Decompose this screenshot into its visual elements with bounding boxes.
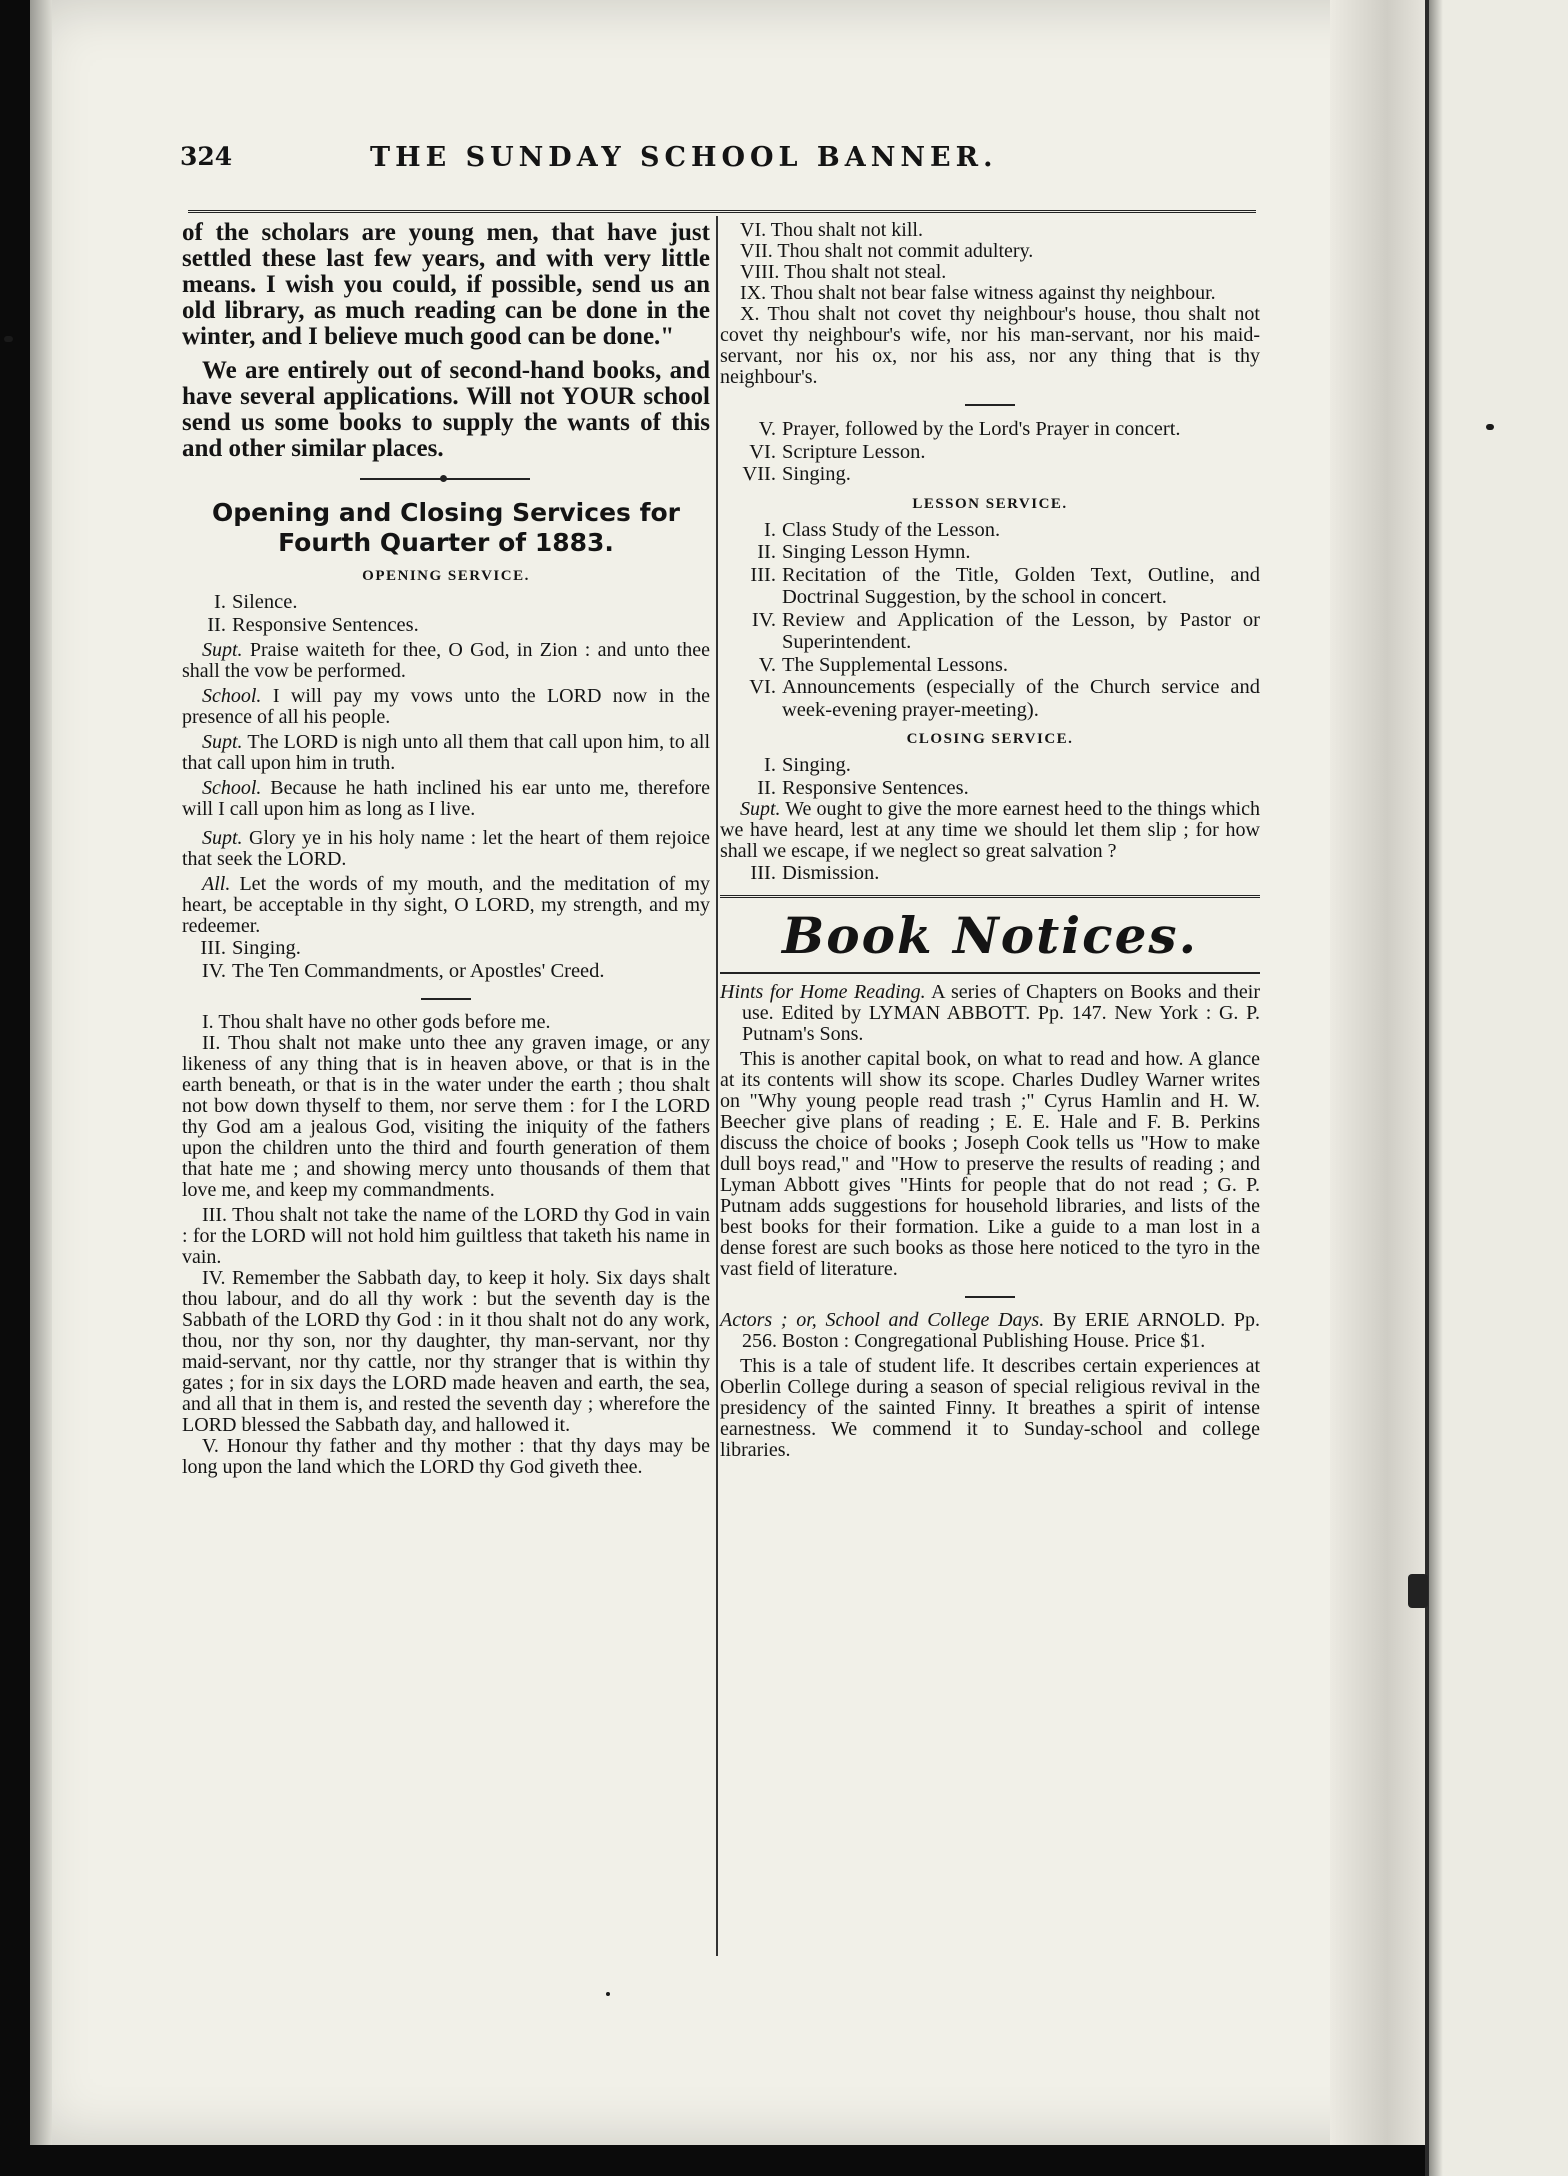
right-column — [720, 220, 1260, 1461]
item-number: I. — [764, 754, 776, 776]
item-text: Prayer, followed by the Lord's Prayer in concert. — [782, 418, 1181, 440]
journal-title: THE SUNDAY SCHOOL BANNER. — [370, 142, 998, 173]
list-item — [720, 463, 1260, 486]
response-speaker: Supt. — [202, 731, 243, 753]
services-section-title: Opening and Closing Services for Fourth Quarter of 1883. — [212, 498, 680, 557]
book-notices-bottom-rule — [720, 972, 1260, 974]
ink-speck — [1486, 424, 1494, 430]
book-review: This is a tale of student life. It describes certain experiences at Oberlin College during a season of special religious revival in the presidency of the sainted Finny. It breathes a spirit of intense earnestness. We commend it to Sunday-school and college libraries. — [720, 1354, 1260, 1461]
list-item — [720, 564, 1260, 609]
section-rule — [421, 998, 471, 1000]
item-text: Responsive Sentences. — [232, 613, 419, 636]
response-paragraph — [182, 778, 710, 820]
list-item — [720, 654, 1260, 677]
commandment-number: X. — [740, 303, 760, 325]
item-text: Silence. — [232, 591, 298, 613]
list-item — [720, 441, 1260, 464]
item-text: Review and Application of the Lesson, by Pastor or Superintendent. — [782, 608, 1260, 653]
section-ornament — [182, 476, 710, 482]
binding-shadow — [30, 0, 52, 2145]
list-item — [720, 676, 1260, 721]
commandment — [182, 1012, 710, 1033]
item-text: Scripture Lesson. — [782, 440, 926, 463]
list-item — [720, 519, 1260, 542]
section-rule — [965, 1296, 1015, 1298]
item-number: II. — [757, 541, 776, 563]
commandment-number: VII. — [740, 240, 773, 262]
item-number: VII. — [742, 463, 776, 485]
list-item — [182, 960, 710, 983]
commandment-text: Thou shalt not make unto thee any graven image, or any likeness of any thing that is in heaven above, or that is in the earth beneath, or that is in the water under the earth ; thou shalt not bow down thyself to them, nor serve them : for I the LORD thy God am a jealous God, visiting the iniquity of the fathers upon the children unto the third and fourth generation of them that hate me ; and showing mercy unto thousands of them that love me, and keep my commandments. — [182, 1032, 711, 1201]
intro-paragraph: of the scholars are young men, that have just settled these last few years, and with very little means. I wish you could, if possible, send us an old library, as much reading can be done in the winter, and I believe much good can be done." — [182, 219, 710, 350]
appeal-paragraph: We are entirely out of second-hand books, and have several applications. Will not YOUR school send us some books to supply the wants of this and other similar places. — [182, 357, 710, 462]
commandment-number: VI. — [740, 219, 767, 241]
response-text: Let the words of my mouth, and the meditation of my heart, be acceptable in thy sight, O LORD, my strength, and my redeemer. — [182, 873, 710, 937]
list-item — [720, 541, 1260, 564]
list-item — [720, 754, 1260, 777]
section-rule — [965, 404, 1015, 406]
commandment — [720, 283, 1260, 304]
page-edge-shadow — [1330, 0, 1425, 2145]
item-number: V. — [758, 653, 776, 676]
closing-service-heading: CLOSING SERVICE. — [906, 731, 1074, 747]
column-divider — [716, 216, 718, 1956]
book-title: Actors ; or, School and College Days. — [720, 1308, 1045, 1331]
response-speaker: School. — [202, 685, 262, 707]
item-text: Singing. — [232, 937, 301, 959]
item-text: Singing. — [782, 754, 851, 776]
commandment-text: Thou shalt not kill. — [770, 219, 923, 241]
commandment-text: Honour thy father and thy mother : that thy days may be long upon the land which the LORD thy God giveth thee. — [182, 1435, 711, 1478]
commandment — [720, 304, 1260, 388]
book-notices-heading: Book Notices. — [782, 905, 1198, 965]
item-text: The Ten Commandments, or Apostles' Creed. — [232, 959, 605, 982]
commandment-number: I. — [202, 1011, 214, 1033]
item-number: II. — [757, 776, 776, 799]
commandment-number: IX. — [740, 282, 767, 304]
ink-speck — [4, 336, 13, 342]
response-text: We ought to give the more earnest heed to the things which we have heard, lest at any time we should let them slip ; for how shall we escape, if we neglect so great salvation ? — [720, 798, 1261, 862]
item-text: Recitation of the Title, Golden Text, Outline, and Doctrinal Suggestion, by the school in concert. — [782, 563, 1260, 608]
commandment-text: Thou shalt not bear false witness against thy neighbour. — [770, 282, 1216, 304]
adjacent-page-fold — [1429, 0, 1443, 2176]
header-rule — [188, 210, 1256, 213]
response-paragraph — [182, 686, 710, 728]
commandment-text: Thou shalt not take the name of the LORD thy God in vain : for the LORD will not hold him guiltless that taketh his name in vain. — [182, 1204, 710, 1268]
response-speaker: All. — [202, 873, 231, 895]
left-column — [182, 220, 710, 1478]
opening-service-heading: OPENING SERVICE. — [362, 568, 530, 584]
book-review: This is another capital book, on what to read and how. A glance at its contents will show its scope. Charles Dudley Warner writes on "Why young people read trash ;" Cyrus Hamlin and H. W. Beecher give plans of reading ; E. E. Hale and F. B. Perkins discuss the choice of books ; Joseph Cook tells us "How to make dull boys read," and "How to preserve the results of reading ; and Lyman Abbott gives "Hints for people that do not read ; G. P. Putnam adds suggestions for household libraries, and lists of the best books for their formation. Like a guide to a man lost in a dense forest are such books as those here noticed to the tyro in the vast field of literature. — [720, 1047, 1260, 1280]
item-number: IV. — [201, 959, 226, 982]
book-title: Hints for Home Reading. — [720, 980, 926, 1003]
commandment — [182, 1205, 710, 1268]
book-notice-citation — [720, 982, 1260, 1045]
list-item — [720, 777, 1260, 800]
response-speaker: School. — [202, 777, 262, 799]
commandment-text: Thou shalt not steal. — [784, 261, 947, 283]
list-item — [720, 862, 1260, 885]
ink-speck — [606, 1992, 610, 1996]
response-paragraph — [720, 799, 1260, 862]
ornament-dot — [440, 475, 447, 482]
book-details: A series of Chapters on Books and their use. Edited by LYMAN ABBOTT. Pp. 147. New York : G. P. Putnam's Sons. — [742, 980, 1260, 1045]
commandment-number: II. — [202, 1032, 221, 1054]
commandment — [182, 1268, 710, 1436]
item-text: Class Study of the Lesson. — [782, 518, 1001, 541]
commandment — [182, 1436, 710, 1478]
page-number: 324 — [180, 142, 233, 171]
response-paragraph — [182, 874, 710, 937]
list-item — [182, 614, 710, 637]
response-speaker: Supt. — [740, 798, 781, 820]
clip-mark — [1408, 1574, 1428, 1608]
commandment-text: Thou shalt not commit adultery. — [777, 240, 1034, 262]
item-text: Singing. — [782, 463, 851, 485]
response-text: Glory ye in his holy name : let the heart of them rejoice that seek the LORD. — [182, 827, 711, 870]
item-text: Responsive Sentences. — [782, 776, 969, 799]
item-text: Dismission. — [782, 862, 880, 884]
commandment-number: IV. — [202, 1267, 226, 1289]
response-text: Praise waiteth for thee, O God, in Zion : and unto thee shall the vow be performed. — [182, 639, 710, 682]
commandment — [720, 262, 1260, 283]
item-number: I. — [214, 591, 226, 613]
adjacent-page-edge — [1425, 0, 1568, 2176]
response-paragraph — [182, 640, 710, 682]
lesson-service-heading: LESSON SERVICE. — [912, 495, 1068, 512]
response-text: Because he hath inclined his ear unto me, therefore will I call upon him as long as I live. — [182, 777, 710, 820]
response-paragraph — [182, 828, 710, 870]
commandment-text: Remember the Sabbath day, to keep it holy. Six days shalt thou labour, and do all thy work : but the seventh day is the Sabbath of the LORD thy God : in it thou shalt not do any work, thou, nor thy son, nor thy daughter, thy man-servant, nor thy maid-servant, nor thy cattle, nor thy stranger that is within thy gates ; for in six days the LORD made heaven and earth, the sea, and all that in them is, and rested the seventh day ; wherefore the LORD blessed the Sabbath day, and hallowed it. — [182, 1267, 711, 1436]
commandment — [720, 220, 1260, 241]
item-number: IV. — [751, 608, 776, 631]
item-number: II. — [207, 613, 226, 636]
list-item — [720, 418, 1260, 441]
list-item — [182, 937, 710, 960]
item-number: III. — [750, 563, 776, 586]
running-head — [180, 138, 1080, 188]
commandment-text: Thou shalt not covet thy neighbour's house, thou shalt not covet thy neighbour's wife, nor his man-servant, nor his maid-servant, nor his ox, nor his ass, nor any thing that is thy neighbour's. — [720, 303, 1260, 388]
response-speaker: Supt. — [202, 639, 243, 661]
item-text: Announcements (especially of the Church service and week-evening prayer-meeting). — [782, 676, 1260, 721]
item-number: III. — [200, 937, 226, 959]
list-item — [182, 591, 710, 614]
response-text: The LORD is nigh unto all them that call upon him, to all that call upon him in truth. — [182, 731, 710, 774]
item-number: V. — [758, 418, 776, 440]
item-number: VI. — [749, 440, 776, 463]
book-details: By ERIE ARNOLD. Pp. 256. Boston : Congregational Publishing House. Price $1. — [742, 1308, 1261, 1352]
response-paragraph — [182, 732, 710, 774]
item-number: I. — [764, 518, 776, 541]
list-item — [720, 609, 1260, 654]
book-notice-citation — [720, 1310, 1260, 1352]
commandment-number: VIII. — [740, 261, 780, 283]
commandment — [720, 241, 1260, 262]
item-number: VI. — [749, 676, 776, 698]
response-speaker: Supt. — [202, 827, 243, 849]
item-text: The Supplemental Lessons. — [782, 653, 1009, 676]
book-notices-top-rule — [720, 895, 1260, 898]
response-text: I will pay my vows unto the LORD now in the presence of all his people. — [182, 685, 710, 728]
commandment-number: V. — [202, 1435, 219, 1457]
commandment — [182, 1033, 710, 1201]
item-text: Singing Lesson Hymn. — [782, 541, 971, 563]
item-number: III. — [750, 862, 776, 884]
commandment-text: Thou shalt have no other gods before me. — [218, 1011, 551, 1033]
commandment-number: III. — [202, 1204, 227, 1226]
